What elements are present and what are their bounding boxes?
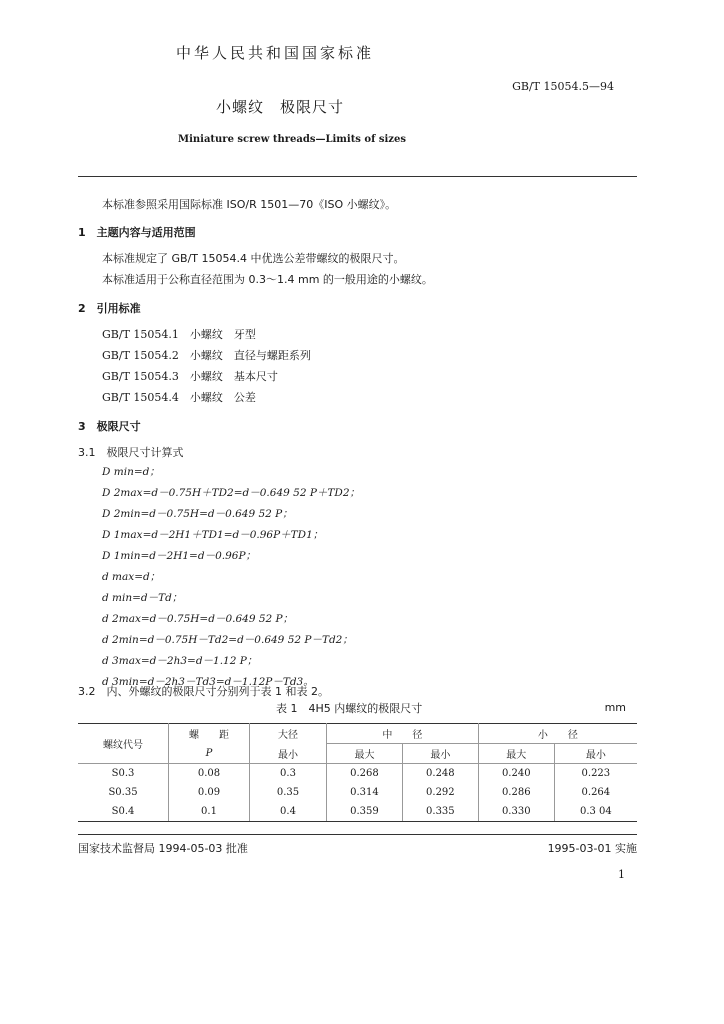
limits-table <box>78 723 637 822</box>
reference-item: GB/T 15054.1 小螺纹 牙型 <box>102 328 256 341</box>
table-cell: 0.286 <box>478 783 554 802</box>
table-cell: 0.268 <box>327 764 403 784</box>
table-cell: 0.1 <box>169 802 250 822</box>
col-header-min: 最小 <box>554 744 637 764</box>
col-header-pitch-diameter: 中 径 <box>327 724 479 744</box>
col-header-minor: 小 径 <box>478 724 637 744</box>
table-cell: 0.359 <box>327 802 403 822</box>
section-1-heading: 1 主题内容与适用范围 <box>78 226 196 239</box>
standard-number: GB/T 15054.5—94 <box>512 80 614 93</box>
section-3-heading: 3 极限尺寸 <box>78 420 141 433</box>
section-1-para-2: 本标准适用于公称直径范围为 0.3～1.4 mm 的一般用途的小螺纹。 <box>102 273 433 286</box>
document-title: 小螺纹 极限尺寸 <box>216 98 345 116</box>
formula-line: d 2max=d－0.75H=d－0.649 52 P； <box>102 613 294 625</box>
table-cell: 0.3 <box>250 764 327 784</box>
table-cell: 0.3 04 <box>554 802 637 822</box>
table-unit: mm <box>604 701 626 714</box>
table-cell: 0.330 <box>478 802 554 822</box>
col-header-major: 大径 <box>250 724 327 744</box>
header-divider <box>78 176 637 177</box>
intro-paragraph: 本标准参照采用国际标准 ISO/R 1501—70《ISO 小螺纹》。 <box>102 198 397 211</box>
table-cell: 0.09 <box>169 783 250 802</box>
table-cell: 0.4 <box>250 802 327 822</box>
formula-line: d max=d； <box>102 571 161 583</box>
table-caption: 表 1 4H5 内螺纹的极限尺寸 <box>276 702 423 715</box>
table-cell: 0.248 <box>402 764 478 784</box>
col-header-designation: 螺纹代号 <box>78 724 169 764</box>
table-cell: S0.3 <box>78 764 169 784</box>
section-1-para-1: 本标准规定了 GB/T 15054.4 中优选公差带螺纹的极限尺寸。 <box>102 252 405 265</box>
col-header-pitch-symbol: P <box>169 744 250 764</box>
table-cell: 0.292 <box>402 783 478 802</box>
table-cell: 0.314 <box>327 783 403 802</box>
table-cell: 0.08 <box>169 764 250 784</box>
col-header-pitch: 螺 距 <box>169 724 250 744</box>
approval-note: 国家技术监督局 1994-05-03 批准 <box>78 842 248 855</box>
table-row <box>78 783 637 802</box>
org-title: 中华人民共和国国家标准 <box>176 44 375 62</box>
formula-line: D min=d； <box>102 466 160 478</box>
reference-item: GB/T 15054.2 小螺纹 直径与螺距系列 <box>102 349 311 362</box>
table-row <box>78 802 637 822</box>
col-header-min: 最小 <box>402 744 478 764</box>
formula-line: D 1max=d－2H1＋TD1=d－0.96P＋TD1； <box>102 529 324 541</box>
table-cell: 0.335 <box>402 802 478 822</box>
english-title: Miniature screw threads—Limits of sizes <box>178 134 406 145</box>
col-header-major-min: 最小 <box>250 744 327 764</box>
formula-line: d 2min=d－0.75H－Td2=d－0.649 52 P－Td2； <box>102 634 353 646</box>
reference-item: GB/T 15054.4 小螺纹 公差 <box>102 391 256 404</box>
formula-line: d 3max=d－2h3=d－1.12 P； <box>102 655 258 667</box>
table-cell: 0.223 <box>581 768 611 779</box>
formula-line: D 1min=d－2H1=d－0.96P； <box>102 550 257 562</box>
page-number: 1 <box>618 868 625 881</box>
formula-line: D 2min=d－0.75H=d－0.649 52 P； <box>102 508 293 520</box>
col-header-max: 最大 <box>327 744 403 764</box>
formula-line: d 3min=d－2h3－Td3=d－1.12P－Td3。 <box>102 676 314 688</box>
table-cell: 0.35 <box>250 783 327 802</box>
table-cell: S0.35 <box>78 783 169 802</box>
table-cell: 0.264 <box>581 787 611 798</box>
footer-divider <box>78 834 637 835</box>
formula-line: D 2max=d－0.75H＋TD2=d－0.649 52 P＋TD2； <box>102 487 361 499</box>
formula-line: d min=d－Td； <box>102 592 183 604</box>
table-row <box>78 764 637 784</box>
section-2-heading: 2 引用标准 <box>78 302 141 315</box>
col-header-max: 最大 <box>478 744 554 764</box>
reference-item: GB/T 15054.3 小螺纹 基本尺寸 <box>102 370 278 383</box>
table-cell: S0.4 <box>78 802 169 822</box>
effective-date: 1995-03-01 实施 <box>547 842 637 855</box>
subsection-3-2-text: 3.2 内、外螺纹的极限尺寸分别列于表 1 和表 2。 <box>78 685 329 698</box>
table-cell: 0.240 <box>478 764 554 784</box>
subsection-3-1-heading: 3.1 极限尺寸计算式 <box>78 446 184 459</box>
